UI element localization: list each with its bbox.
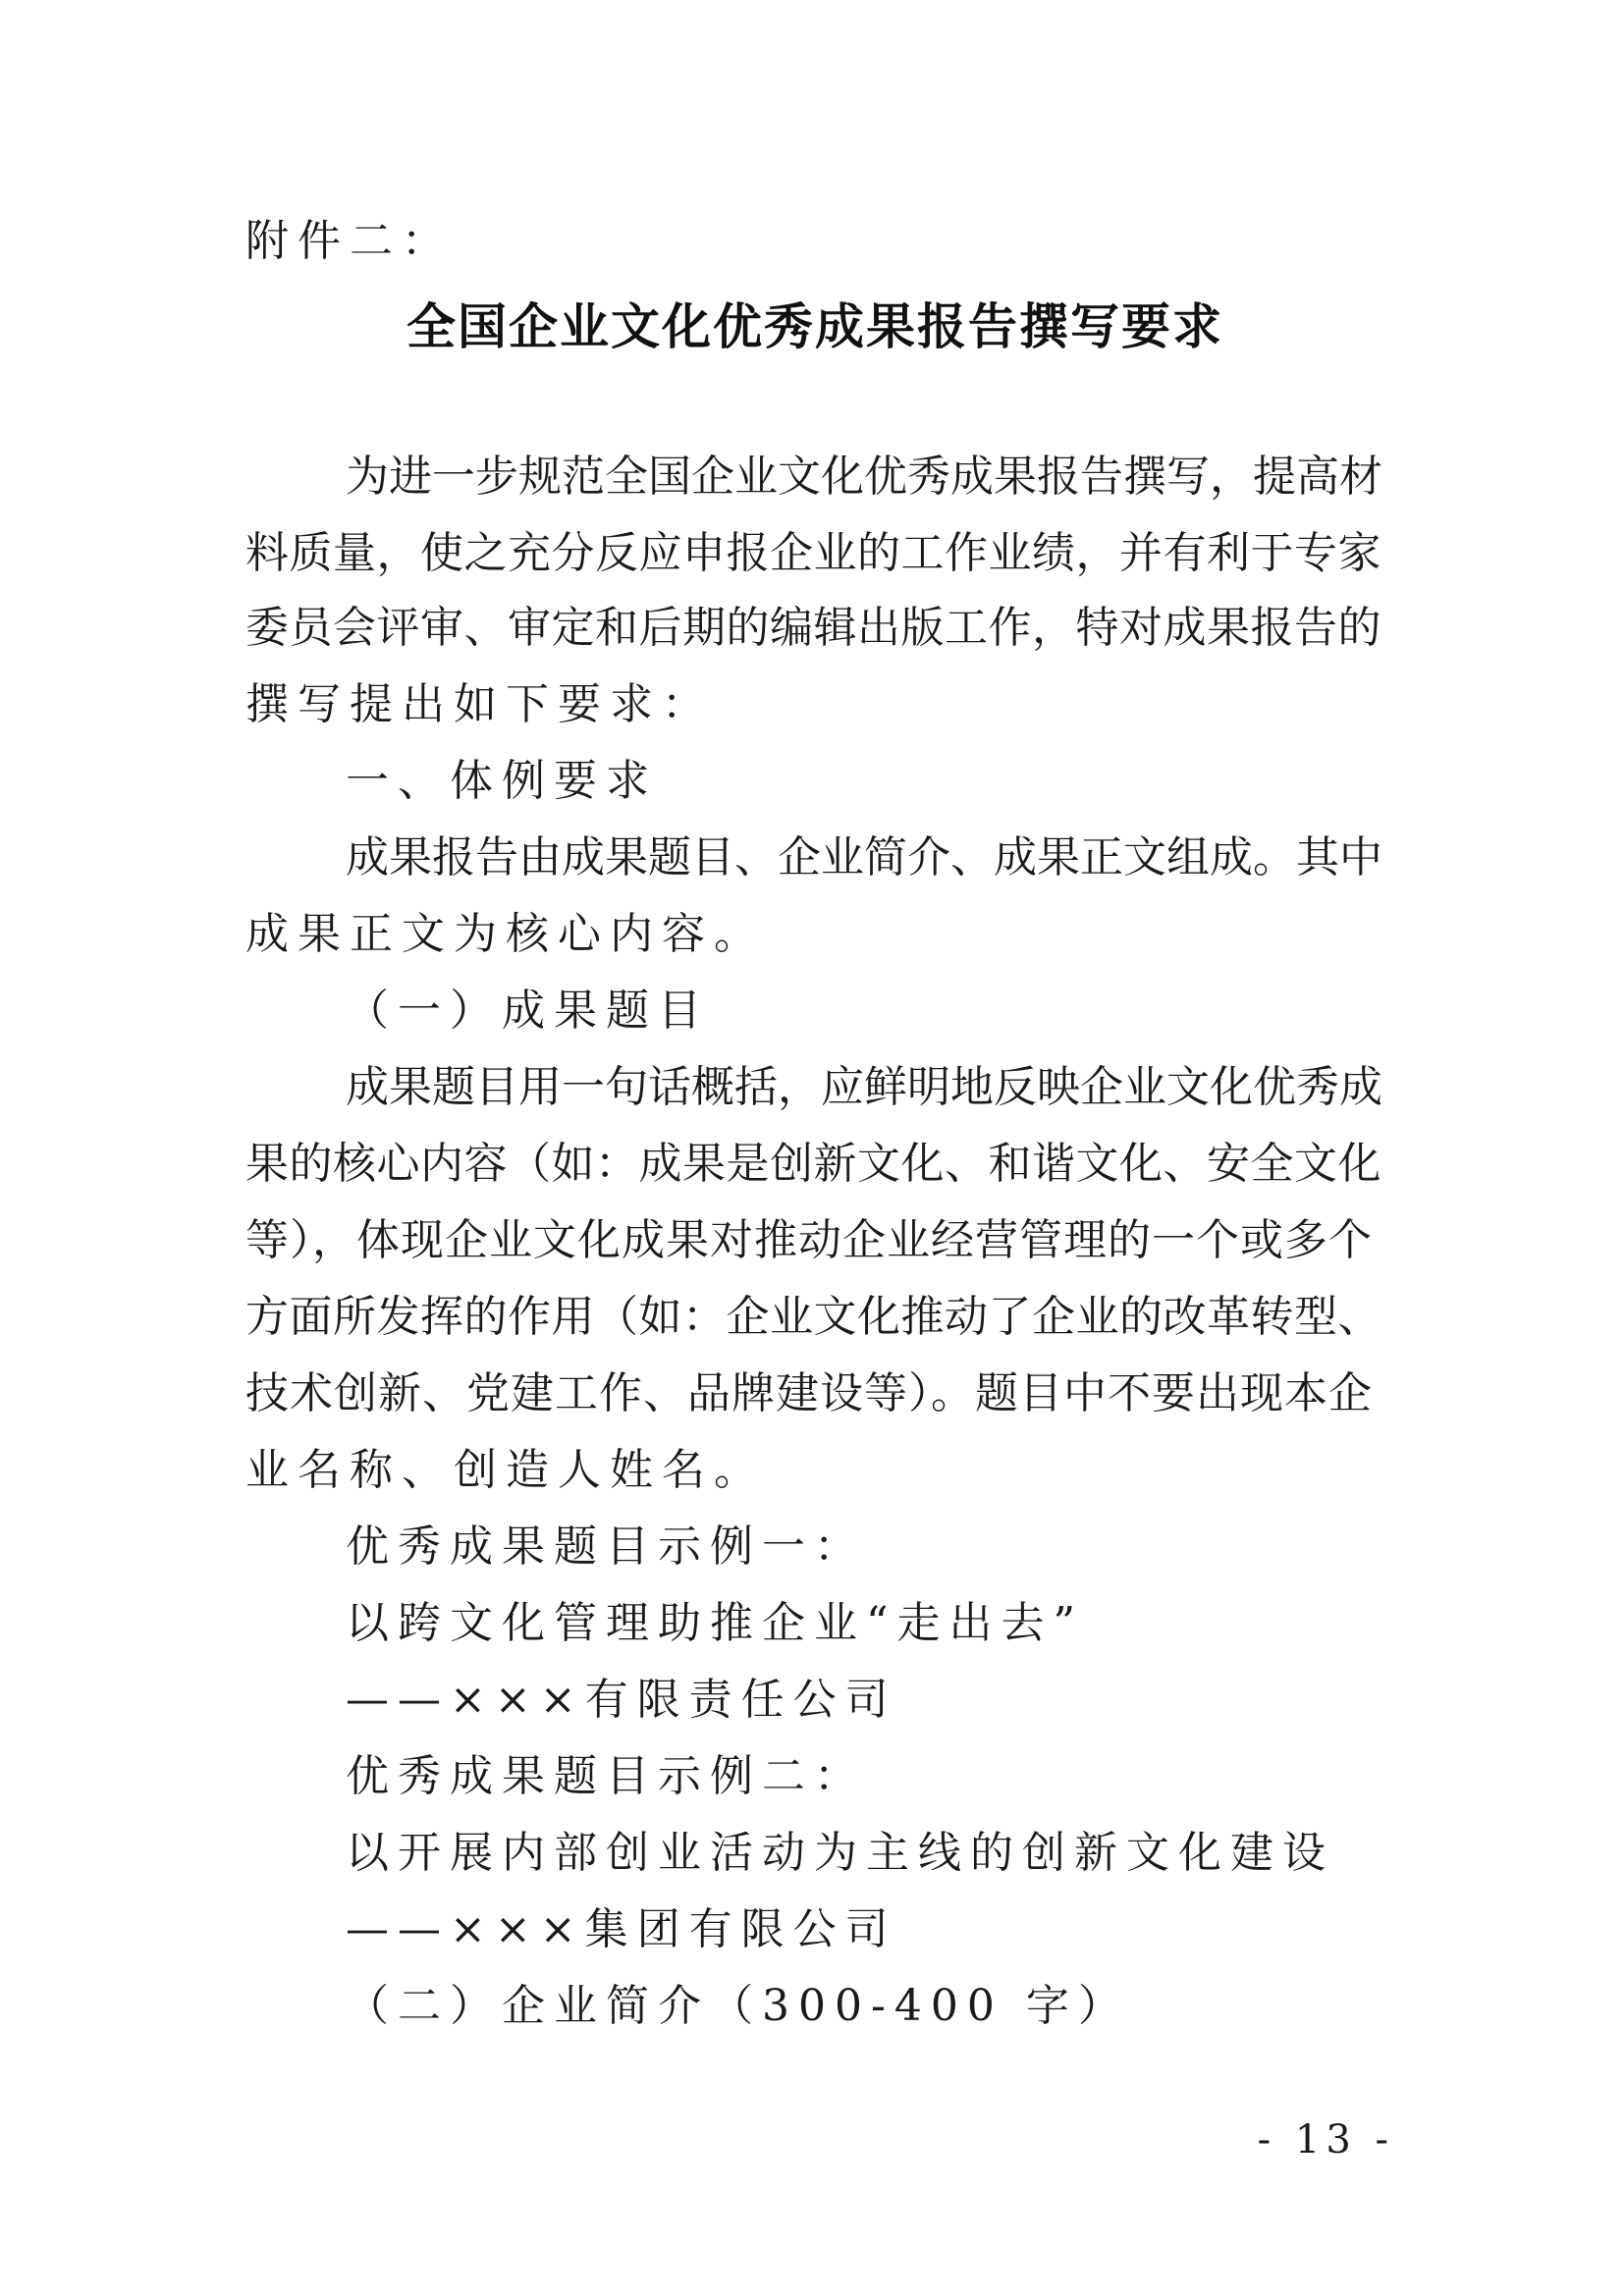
attachment-label: 附件二： (245, 216, 454, 266)
example-label: 优秀成果题目示例一： (346, 1522, 866, 1572)
body-line: 等），体现企业文化成果对推动企业经营管理的一个或多个 (245, 1215, 1373, 1265)
body-line: 撰写提出如下要求： (245, 679, 714, 729)
body-line: 方面所发挥的作用（如：企业文化推动了企业的改革转型、 (245, 1292, 1381, 1342)
subsection-heading: （一）成果题目 (346, 986, 710, 1036)
example-label: 优秀成果题目示例二： (346, 1751, 866, 1801)
body-line: 料质量，使之充分反应申报企业的工作业绩，并有利于专家 (245, 528, 1381, 578)
body-line: 为进一步规范全国企业文化优秀成果报告撰写，提高材 (346, 452, 1382, 502)
example-company: ——×××有限责任公司 (346, 1675, 897, 1725)
body-line: 业名称、创造人姓名。 (245, 1445, 766, 1495)
example-title: 以开展内部创业活动为主线的创新文化建设 (346, 1828, 1334, 1878)
body-line: 委员会评审、审定和后期的编辑出版工作，特对成果报告的 (245, 603, 1381, 653)
document-title: 全国企业文化优秀成果报告撰写要求 (406, 298, 1223, 355)
page-number: - 13 - (1257, 2117, 1394, 2163)
section-heading: 一、体例要求 (346, 756, 658, 806)
body-line: 成果正文为核心内容。 (245, 909, 766, 959)
example-title: 以跨文化管理助推企业“走出去” (346, 1598, 1084, 1648)
body-line: 技术创新、党建工作、品牌建设等）。题目中不要出现本企 (245, 1368, 1373, 1418)
body-line: 果的核心内容（如：成果是创新文化、和谐文化、安全文化 (245, 1139, 1381, 1189)
subsection-heading: （二）企业简介（300-400 字） (346, 1981, 1130, 2031)
body-line: 成果题目用一句话概括，应鲜明地反映企业文化优秀成 (346, 1062, 1382, 1112)
example-company: ——×××集团有限公司 (346, 1904, 897, 1954)
body-line: 成果报告由成果题目、企业简介、成果正文组成。其中 (346, 832, 1382, 882)
